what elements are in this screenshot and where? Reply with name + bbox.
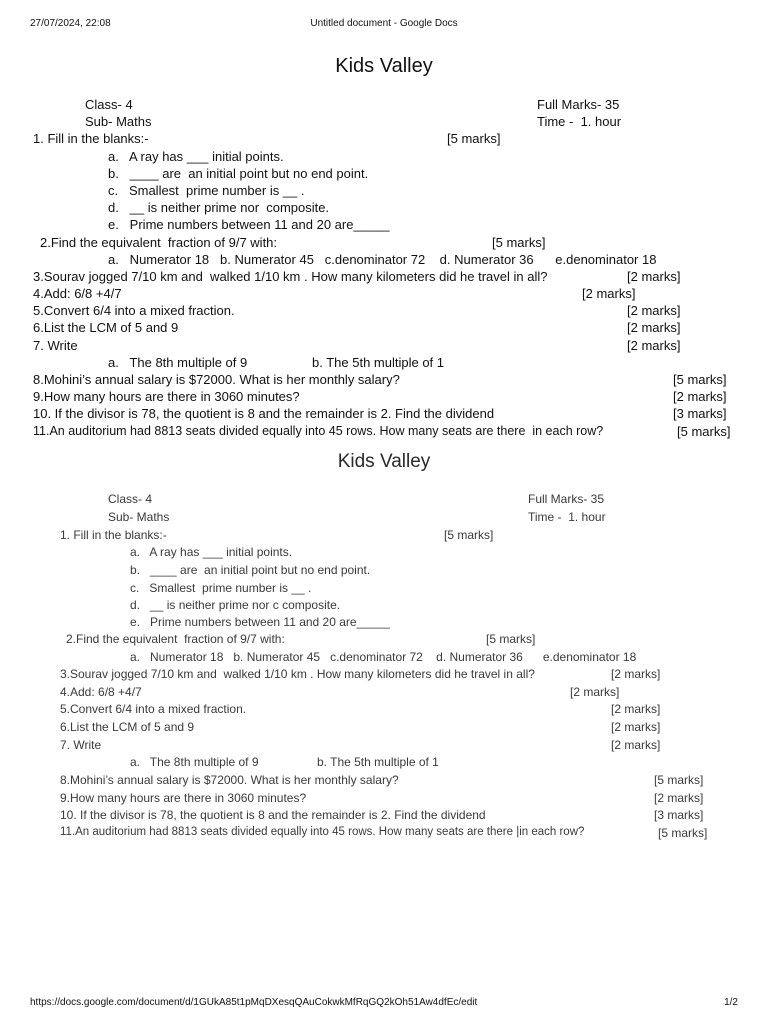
- question-6: 6.List the LCM of 5 and 9: [60, 720, 195, 734]
- question-1d: d. __ is neither prime nor composite.: [108, 200, 330, 215]
- question-7-marks: [2 marks]: [611, 738, 661, 752]
- question-5: 5.Convert 6/4 into a mixed fraction.: [60, 702, 247, 716]
- question-3-marks: [2 marks]: [611, 667, 661, 681]
- question-3: 3.Sourav jogged 7/10 km and walked 1/10 km . How many kilometers did he travel in all?: [33, 269, 548, 284]
- question-7b: b. The 5th multiple of 1: [312, 355, 445, 370]
- class-label: Class- 4: [85, 97, 133, 112]
- question-1c: c. Smallest prime number is __ .: [108, 183, 305, 198]
- question-6-marks: [2 marks]: [611, 720, 661, 734]
- question-5-marks: [2 marks]: [627, 303, 681, 318]
- question-1d: d. __ is neither prime nor c composite.: [130, 598, 341, 612]
- question-10-marks: [3 marks]: [673, 406, 727, 421]
- full-marks-label: Full Marks- 35: [537, 97, 620, 112]
- question-8-marks: [5 marks]: [673, 372, 727, 387]
- question-4: 4.Add: 6/8 +4/7: [33, 286, 122, 301]
- question-1e: e. Prime numbers between 11 and 20 are_____: [108, 217, 390, 232]
- question-2-marks: [5 marks]: [486, 632, 536, 646]
- question-3-marks: [2 marks]: [627, 269, 681, 284]
- question-1a: a. A ray has ___ initial points.: [108, 149, 284, 164]
- class-label: Class- 4: [108, 492, 153, 506]
- question-2-options: a. Numerator 18 b. Numerator 45 c.denominator 72 d. Numerator 36 e.denominator 18: [130, 650, 637, 664]
- question-7a: a. The 8th multiple of 9: [130, 755, 259, 769]
- question-11: 11.An auditorium had 8813 seats divided equally into 45 rows. How many seats are there in each row?: [33, 424, 604, 438]
- print-doc-title: Untitled document - Google Docs: [310, 18, 458, 29]
- question-10: 10. If the divisor is 78, the quotient is 8 and the remainder is 2. Find the dividend: [60, 808, 486, 822]
- question-6-marks: [2 marks]: [627, 320, 681, 335]
- full-marks-label: Full Marks- 35: [528, 492, 605, 506]
- question-7: 7. Write: [33, 338, 78, 353]
- question-2: 2.Find the equivalent fraction of 9/7 with:: [66, 632, 285, 646]
- question-9: 9.How many hours are there in 3060 minutes?: [60, 791, 307, 805]
- question-2: 2.Find the equivalent fraction of 9/7 with:: [40, 235, 278, 250]
- question-8: 8.Mohini’s annual salary is $72000. What is her monthly salary?: [33, 372, 400, 387]
- question-11-marks: [5 marks]: [677, 424, 731, 439]
- question-8-marks: [5 marks]: [654, 773, 704, 787]
- print-url: https://docs.google.com/document/d/1GUkA85t1pMqDXesqQAuCokwkMfRqGQ2kOh51Aw4dfEc/edit: [30, 997, 478, 1008]
- print-datetime: 27/07/2024, 22:08: [30, 18, 111, 29]
- question-1c: c. Smallest prime number is __ .: [130, 581, 312, 595]
- question-7a: a. The 8th multiple of 9: [108, 355, 248, 370]
- subject-label: Sub- Maths: [108, 510, 170, 524]
- question-3: 3.Sourav jogged 7/10 km and walked 1/10 km . How many kilometers did he travel in all?: [60, 667, 535, 681]
- question-2-marks: [5 marks]: [492, 235, 546, 250]
- question-4-marks: [2 marks]: [582, 286, 636, 301]
- question-4: 4.Add: 6/8 +4/7: [60, 685, 142, 699]
- school-title: Kids Valley: [335, 55, 433, 77]
- question-5-marks: [2 marks]: [611, 702, 661, 716]
- question-2-options: a. Numerator 18 b. Numerator 45 c.denominator 72 d. Numerator 36 e.denominator 18: [108, 252, 657, 267]
- question-11-marks: [5 marks]: [658, 826, 708, 840]
- question-1-marks: [5 marks]: [444, 528, 494, 542]
- question-4-marks: [2 marks]: [570, 685, 620, 699]
- question-1: 1. Fill in the blanks:-: [33, 131, 149, 146]
- question-11: 11.An auditorium had 8813 seats divided equally into 45 rows. How many seats are there |in each row?: [60, 826, 585, 838]
- question-1a: a. A ray has ___ initial points.: [130, 545, 293, 559]
- print-footer: [30, 997, 738, 1011]
- question-10: 10. If the divisor is 78, the quotient is 8 and the remainder is 2. Find the dividend: [33, 406, 495, 421]
- question-1-marks: [5 marks]: [447, 131, 501, 146]
- question-1: 1. Fill in the blanks:-: [60, 528, 167, 542]
- subject-label: Sub- Maths: [85, 114, 152, 129]
- question-1e: e. Prime numbers between 11 and 20 are_____: [130, 615, 390, 629]
- time-label: Time - 1. hour: [528, 510, 606, 524]
- question-9-marks: [2 marks]: [673, 389, 727, 404]
- time-label: Time - 1. hour: [537, 114, 622, 129]
- question-7: 7. Write: [60, 738, 102, 752]
- question-6: 6.List the LCM of 5 and 9: [33, 320, 179, 335]
- question-1b: b. ____ are an initial point but no end point.: [108, 166, 369, 181]
- question-8: 8.Mohini’s annual salary is $72000. What is her monthly salary?: [60, 773, 399, 787]
- question-1b: b. ____ are an initial point but no end point.: [130, 563, 371, 577]
- print-header: [30, 18, 738, 32]
- school-title: Kids Valley: [337, 451, 431, 472]
- print-page-number: 1/2: [724, 997, 738, 1008]
- question-5: 5.Convert 6/4 into a mixed fraction.: [33, 303, 235, 318]
- question-7b: b. The 5th multiple of 1: [317, 755, 439, 769]
- question-9-marks: [2 marks]: [654, 791, 704, 805]
- question-10-marks: [3 marks]: [654, 808, 704, 822]
- question-9: 9.How many hours are there in 3060 minutes?: [33, 389, 300, 404]
- question-7-marks: [2 marks]: [627, 338, 681, 353]
